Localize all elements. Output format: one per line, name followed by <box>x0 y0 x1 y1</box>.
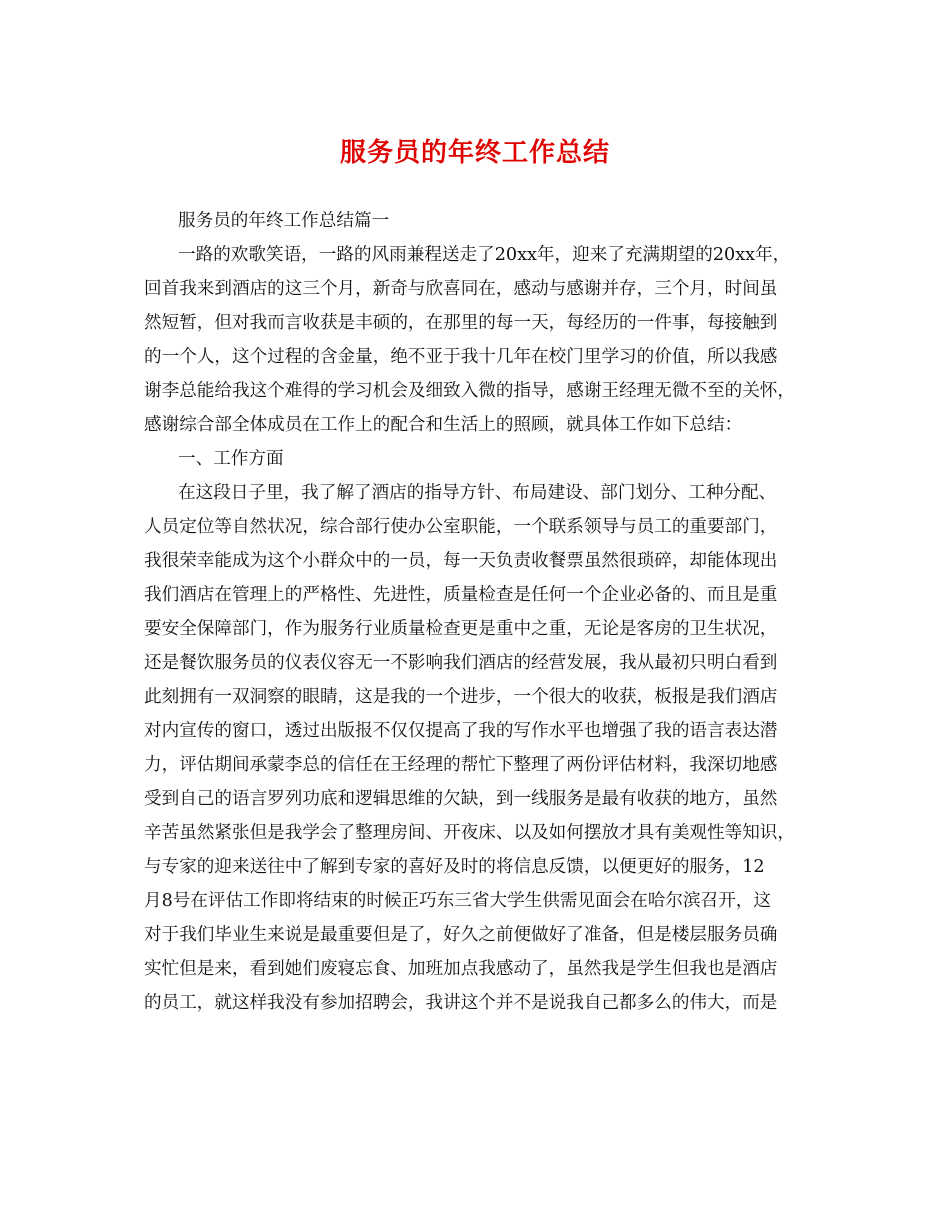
paragraph-line: 月8号在评估工作即将结束的时候正巧东三省大学生供需见面会在哈尔滨召开，这 <box>144 891 771 911</box>
paragraph-line: 的一个人，这个过程的含金量，绝不亚于我十几年在校门里学习的价值，所以我感 <box>144 347 778 367</box>
paragraph-line: 谢李总能给我这个难得的学习机会及细致入微的指导，感谢王经理无微不至的关怀， <box>144 381 795 401</box>
paragraph-line: 受到自己的语言罗列功底和逻辑思维的欠缺，到一线服务是最有收获的地方，虽然 <box>144 789 778 809</box>
paragraph-line: 要安全保障部门，作为服务行业质量检查更是重中之重，无论是客房的卫生状况， <box>144 619 778 639</box>
paragraph-line: 我很荣幸能成为这个小群众中的一员，每一天负责收餐票虽然很琐碎，却能体现出 <box>144 551 778 571</box>
paragraph-line: 力，评估期间承蒙李总的信任在王经理的帮忙下整理了两份评估材料，我深切地感 <box>144 755 778 775</box>
paragraph-line: 对于我们毕业生来说是最重要但是了，好久之前便做好了准备，但是楼层服务员确 <box>144 925 778 945</box>
document-title: 服务员的年终工作总结 <box>339 138 610 168</box>
paragraph-line: 辛苦虽然紧张但是我学会了整理房间、开夜床、以及如何摆放才具有美观性等知识， <box>144 823 795 843</box>
section-heading: 一、工作方面 <box>178 449 284 469</box>
paragraph-line: 还是餐饮服务员的仪表仪容无一不影响我们酒店的经营发展，我从最初只明白看到 <box>144 653 778 673</box>
paragraph-line: 人员定位等自然状况，综合部行使办公室职能，一个联系领导与员工的重要部门， <box>144 517 778 537</box>
paragraph-line: 此刻拥有一双洞察的眼睛，这是我的一个进步，一个很大的收获，板报是我们酒店 <box>144 687 778 707</box>
paragraph-line: 回首我来到酒店的这三个月，新奇与欣喜同在，感动与感谢并存，三个月，时间虽 <box>144 279 778 299</box>
paragraph-line: 一路的欢歌笑语，一路的风雨兼程送走了20xx年，迎来了充满期望的20xx年， <box>178 245 791 265</box>
section-heading: 服务员的年终工作总结篇一 <box>178 211 390 231</box>
paragraph-line: 我们酒店在管理上的严格性、先进性，质量检查是任何一个企业必备的、而且是重 <box>144 585 778 605</box>
paragraph-line: 感谢综合部全体成员在工作上的配合和生活上的照顾，就具体工作如下总结： <box>144 415 743 435</box>
paragraph-line: 然短暂，但对我而言收获是丰硕的，在那里的每一天，每经历的一件事，每接触到 <box>144 313 778 333</box>
paragraph-line: 对内宣传的窗口，透过出版报不仅仅提高了我的写作水平也增强了我的语言表达潜 <box>144 721 778 741</box>
paragraph-line: 与专家的迎来送往中了解到专家的喜好及时的将信息反馈，以便更好的服务，12 <box>144 857 765 877</box>
paragraph-line: 的员工，就这样我没有参加招聘会，我讲这个并不是说我自己都多么的伟大，而是 <box>144 993 778 1013</box>
paragraph-line: 实忙但是来，看到她们废寝忘食、加班加点我感动了，虽然我是学生但我也是酒店 <box>144 959 778 979</box>
paragraph-line: 在这段日子里，我了解了酒店的指导方针、布局建设、部门划分、工种分配、 <box>178 483 777 503</box>
